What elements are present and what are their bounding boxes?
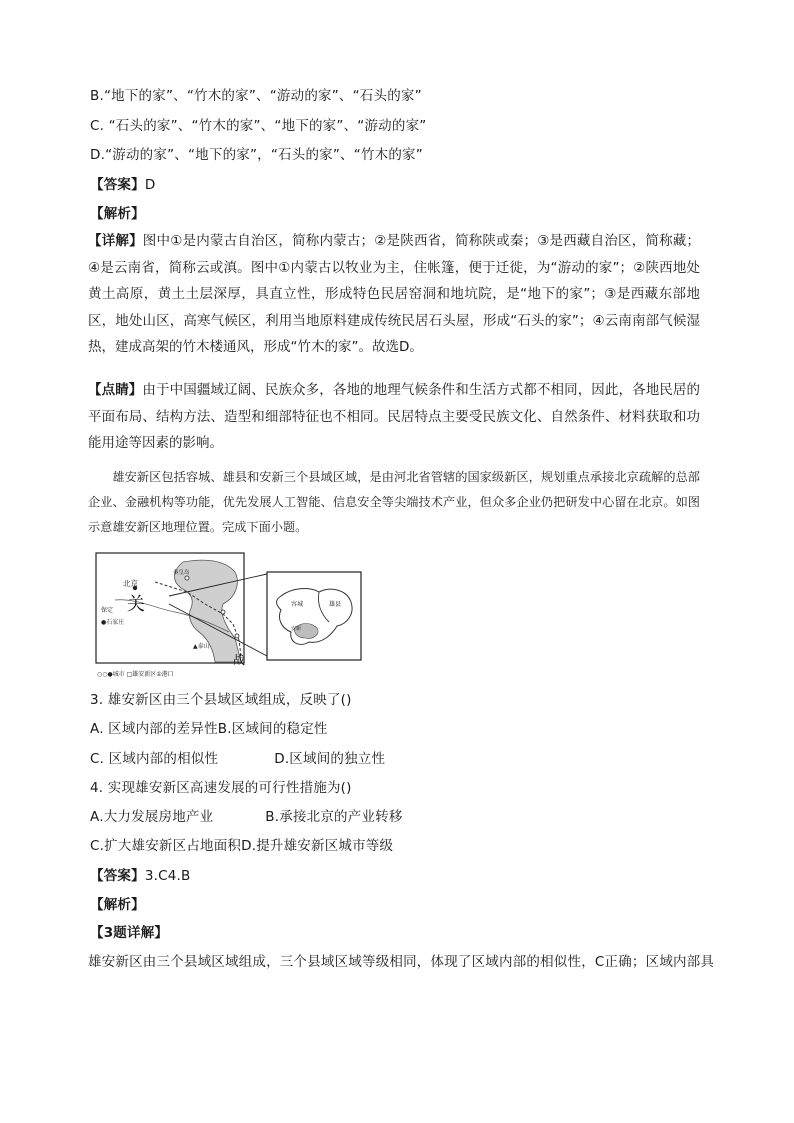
xiongan-location-map: [95, 552, 445, 680]
analysis-label: 【解析】: [90, 206, 145, 222]
q4-option-d: D.提升雄安新区城市等级: [241, 838, 394, 854]
q3-option-d: D.区域间的独立性: [274, 751, 386, 767]
option-b: B.“地下的家”、“竹木的家”、“游动的家”、“石头的家”: [90, 88, 422, 104]
answer2-tag: 【答案】: [90, 868, 145, 884]
label-baoding: 保定: [101, 607, 114, 614]
reading-passage: 雄安新区包括容城、雄县和安新三个县域区域，是由河北省管辖的国家级新区，规划重点承接北京疏解的总部企业、金融机构等功能，优先发展人工智能、信息安全等尖端技术产业，但众多企业仍把研发中心留在北京。如图示意雄安新区地理位置。完成下面小题。: [88, 470, 700, 534]
detail-text: 图中①是内蒙古自治区，简称内蒙古；②是陕西省，简称陕或秦；③是西藏自治区，简称藏；④是云南省，简称云或滇。图中①内蒙古以牧业为主，住帐篷，便于迁徙，为“游动的家”；②陕西地处黄土高原，黄土土层深厚，具直立性，形成特色民居窑洞和地坑院，是“地下的家”；③是西藏东部地区，地处山区，高寒气候区，利用当地原料建成传统民居石头屋，形成“石头的家”；④云南南部气候湿热，建成高架的竹木楼通风，形成“竹木的家”。故选D。: [88, 233, 701, 355]
q3-options-ab: [90, 717, 328, 737]
option-d: D.“游动的家”、“地下的家”，“石头的家”、“竹木的家”: [90, 147, 423, 163]
sub3-text: 雄安新区由三个县域区域组成，三个县域区域等级相同，体现了区域内部的相似性，C正确；区域内部具: [88, 954, 715, 970]
q4-option-c: C.扩大雄安新区占地面积: [90, 838, 242, 854]
qinhuangdao-marker: [185, 576, 189, 580]
q4-option-a: A.大力发展房地产业: [90, 809, 214, 825]
answer-tag: 【答案】: [90, 177, 145, 193]
label-taishan: ▲泰山: [193, 643, 210, 650]
label-qinhuangdao: 秦皇岛: [173, 570, 190, 576]
answer-value: D: [144, 177, 156, 193]
answer2-value: 3.C4.B: [144, 868, 191, 884]
option-c: C. “石头的家”、“竹木的家”、“地下的家”、“游动的家”: [90, 118, 427, 134]
answer2-line: [90, 864, 190, 884]
port-marker-1: [221, 610, 225, 614]
q3-option-b: B.区域间的稳定性: [217, 721, 328, 737]
pointer-tag: 【点睛】: [88, 382, 143, 398]
q4-options-ab: [90, 805, 403, 825]
q4-stem: 4. 实现雄安新区高速发展的可行性措施为(): [90, 780, 352, 796]
label-beijing: 北京: [123, 579, 138, 588]
q4-option-b: B.承接北京的产业转移: [265, 809, 403, 825]
pointer-text: 由于中国疆域辽阔、民族众多，各地的地理气候条件和生活方式都不相同，因此，各地民居的平面布局、结构方法、造型和细部特征也不相同。民居特点主要受民族文化、自然条件、材料获取和功能用途等因素的影响。: [88, 382, 701, 451]
sub3-label: 【3题详解】: [90, 925, 169, 941]
answer-line: [90, 173, 155, 193]
label-shijiazhuang: ●石家庄: [101, 619, 125, 626]
detail-paragraph: [88, 228, 700, 361]
analysis2-label: 【解析】: [90, 897, 145, 913]
label-xiongxian: 雄县: [329, 601, 342, 608]
detail-tag: 【详解】: [88, 233, 143, 249]
q3-options-cd: [90, 747, 385, 767]
q3-stem: 3. 雄安新区由三个县域区域组成，反映了(): [90, 692, 352, 708]
label-anxin: 安新: [291, 626, 302, 632]
label-rongcheng: 容城: [291, 601, 304, 608]
map-legend: ○○●城市 □雄安新区①港口: [97, 671, 174, 678]
overlay-char-2: 战: [233, 653, 246, 667]
q3-option-c: C. 区域内部的相似性: [90, 751, 219, 767]
q4-options-cd: [90, 834, 393, 854]
overlay-char-1: 关: [127, 594, 145, 615]
pointer-paragraph: [88, 377, 700, 457]
port-marker-2: [235, 634, 239, 638]
q3-option-a: A. 区域内部的差异性: [90, 721, 218, 737]
